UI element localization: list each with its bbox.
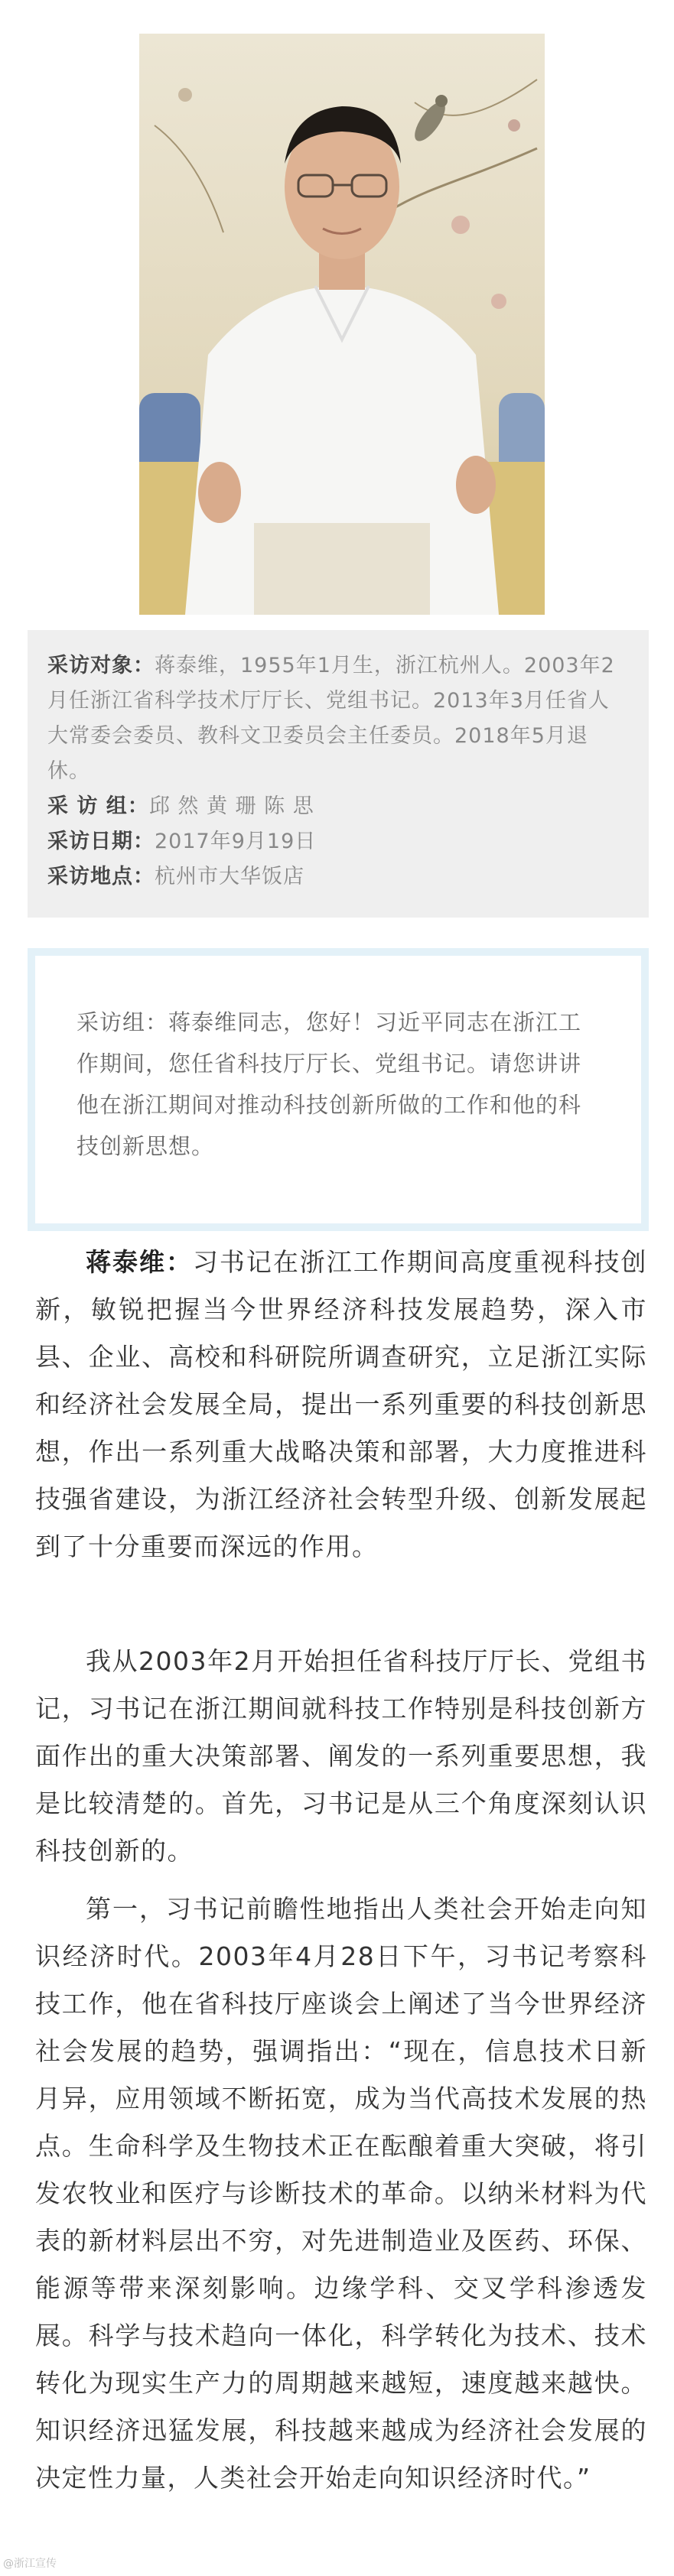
place-label: 采访地点：: [47, 865, 155, 888]
question-box: [28, 948, 649, 1231]
interview-place: [47, 859, 629, 895]
group-label: 采 访 组：: [47, 794, 149, 818]
watermark: @浙江宣传: [3, 2558, 57, 2570]
subject-label: 采访对象：: [47, 654, 155, 677]
paragraph-3: 第一，习书记前瞻性地指出人类社会开始走向知识经济时代。2003年4月28日下午，习书记考察科技工作，他在省科技厅座谈会上阐述了当今世界经济社会发展的趋势，强调指出：“现在，信息技术日新月异，应用领域不断拓宽，成为当代高技术发展的热点。生命科学及生物技术正在酝酿着重大突破，将引发农牧业和医疗与诊断技术的革命。以纳米材料为代表的新材料层出不穷，对先进制造业及医药、环保、能源等带来深刻影响。边缘学科、交叉学科渗透发展。科学与技术趋向一体化，科学转化为技术、技术转化为现实生产力的周期越来越短，速度越来越快。知识经济迅猛发展，科技越来越成为经济社会发展的决定性力量，人类社会开始走向知识经济时代。”: [35, 1894, 647, 2493]
date-text: 2017年9月19日: [155, 830, 317, 853]
subject-text: 蒋泰维，1955年1月生，浙江杭州人。2003年2月任浙江省科学技术厅厅长、党组书记。2013年3月任省人大常委会委员、教科文卫委员会主任委员。2018年5月退休。: [47, 654, 615, 783]
speaker-name: 蒋泰维：: [86, 1247, 193, 1277]
place-text: 杭州市大华饭店: [155, 865, 304, 888]
interviewee-info: [47, 648, 629, 789]
question-text: 采访组：蒋泰维同志，您好！习近平同志在浙江工作期间，您任省科技厅厅长、党组书记。请您讲讲他在浙江期间对推动科技创新所做的工作和他的科技创新思想。: [77, 1009, 582, 1159]
interview-info-box: [28, 630, 649, 918]
group-text: 邱 然 黄 珊 陈 思: [148, 794, 314, 818]
interview-group: [47, 789, 629, 824]
paragraph-2: 我从2003年2月开始担任省科技厅厅长、党组书记，习书记在浙江期间就科技工作特别是科技创新方面作出的重大决策部署、阐发的一系列重要思想，我是比较清楚的。首先，习书记是从三个角度深刻认识科技创新的。: [35, 1646, 647, 1866]
date-label: 采访日期：: [47, 830, 155, 853]
paragraph-1-text: 习书记在浙江工作期间高度重视科技创新，敏锐把握当今世界经济科技发展趋势，深入市县、企业、高校和科研院所调查研究，立足浙江实际和经济社会发展全局，提出一系列重要的科技创新思想，作出一系列重大战略决策和部署，大力度推进科技强省建设，为浙江经济社会转型升级、创新发展起到了十分重要而深远的作用。: [35, 1247, 648, 1561]
paragraph-1: [35, 1239, 647, 1571]
interview-date: [47, 824, 629, 859]
portrait-illustration: [139, 34, 545, 615]
interviewee-photo: [139, 34, 545, 615]
